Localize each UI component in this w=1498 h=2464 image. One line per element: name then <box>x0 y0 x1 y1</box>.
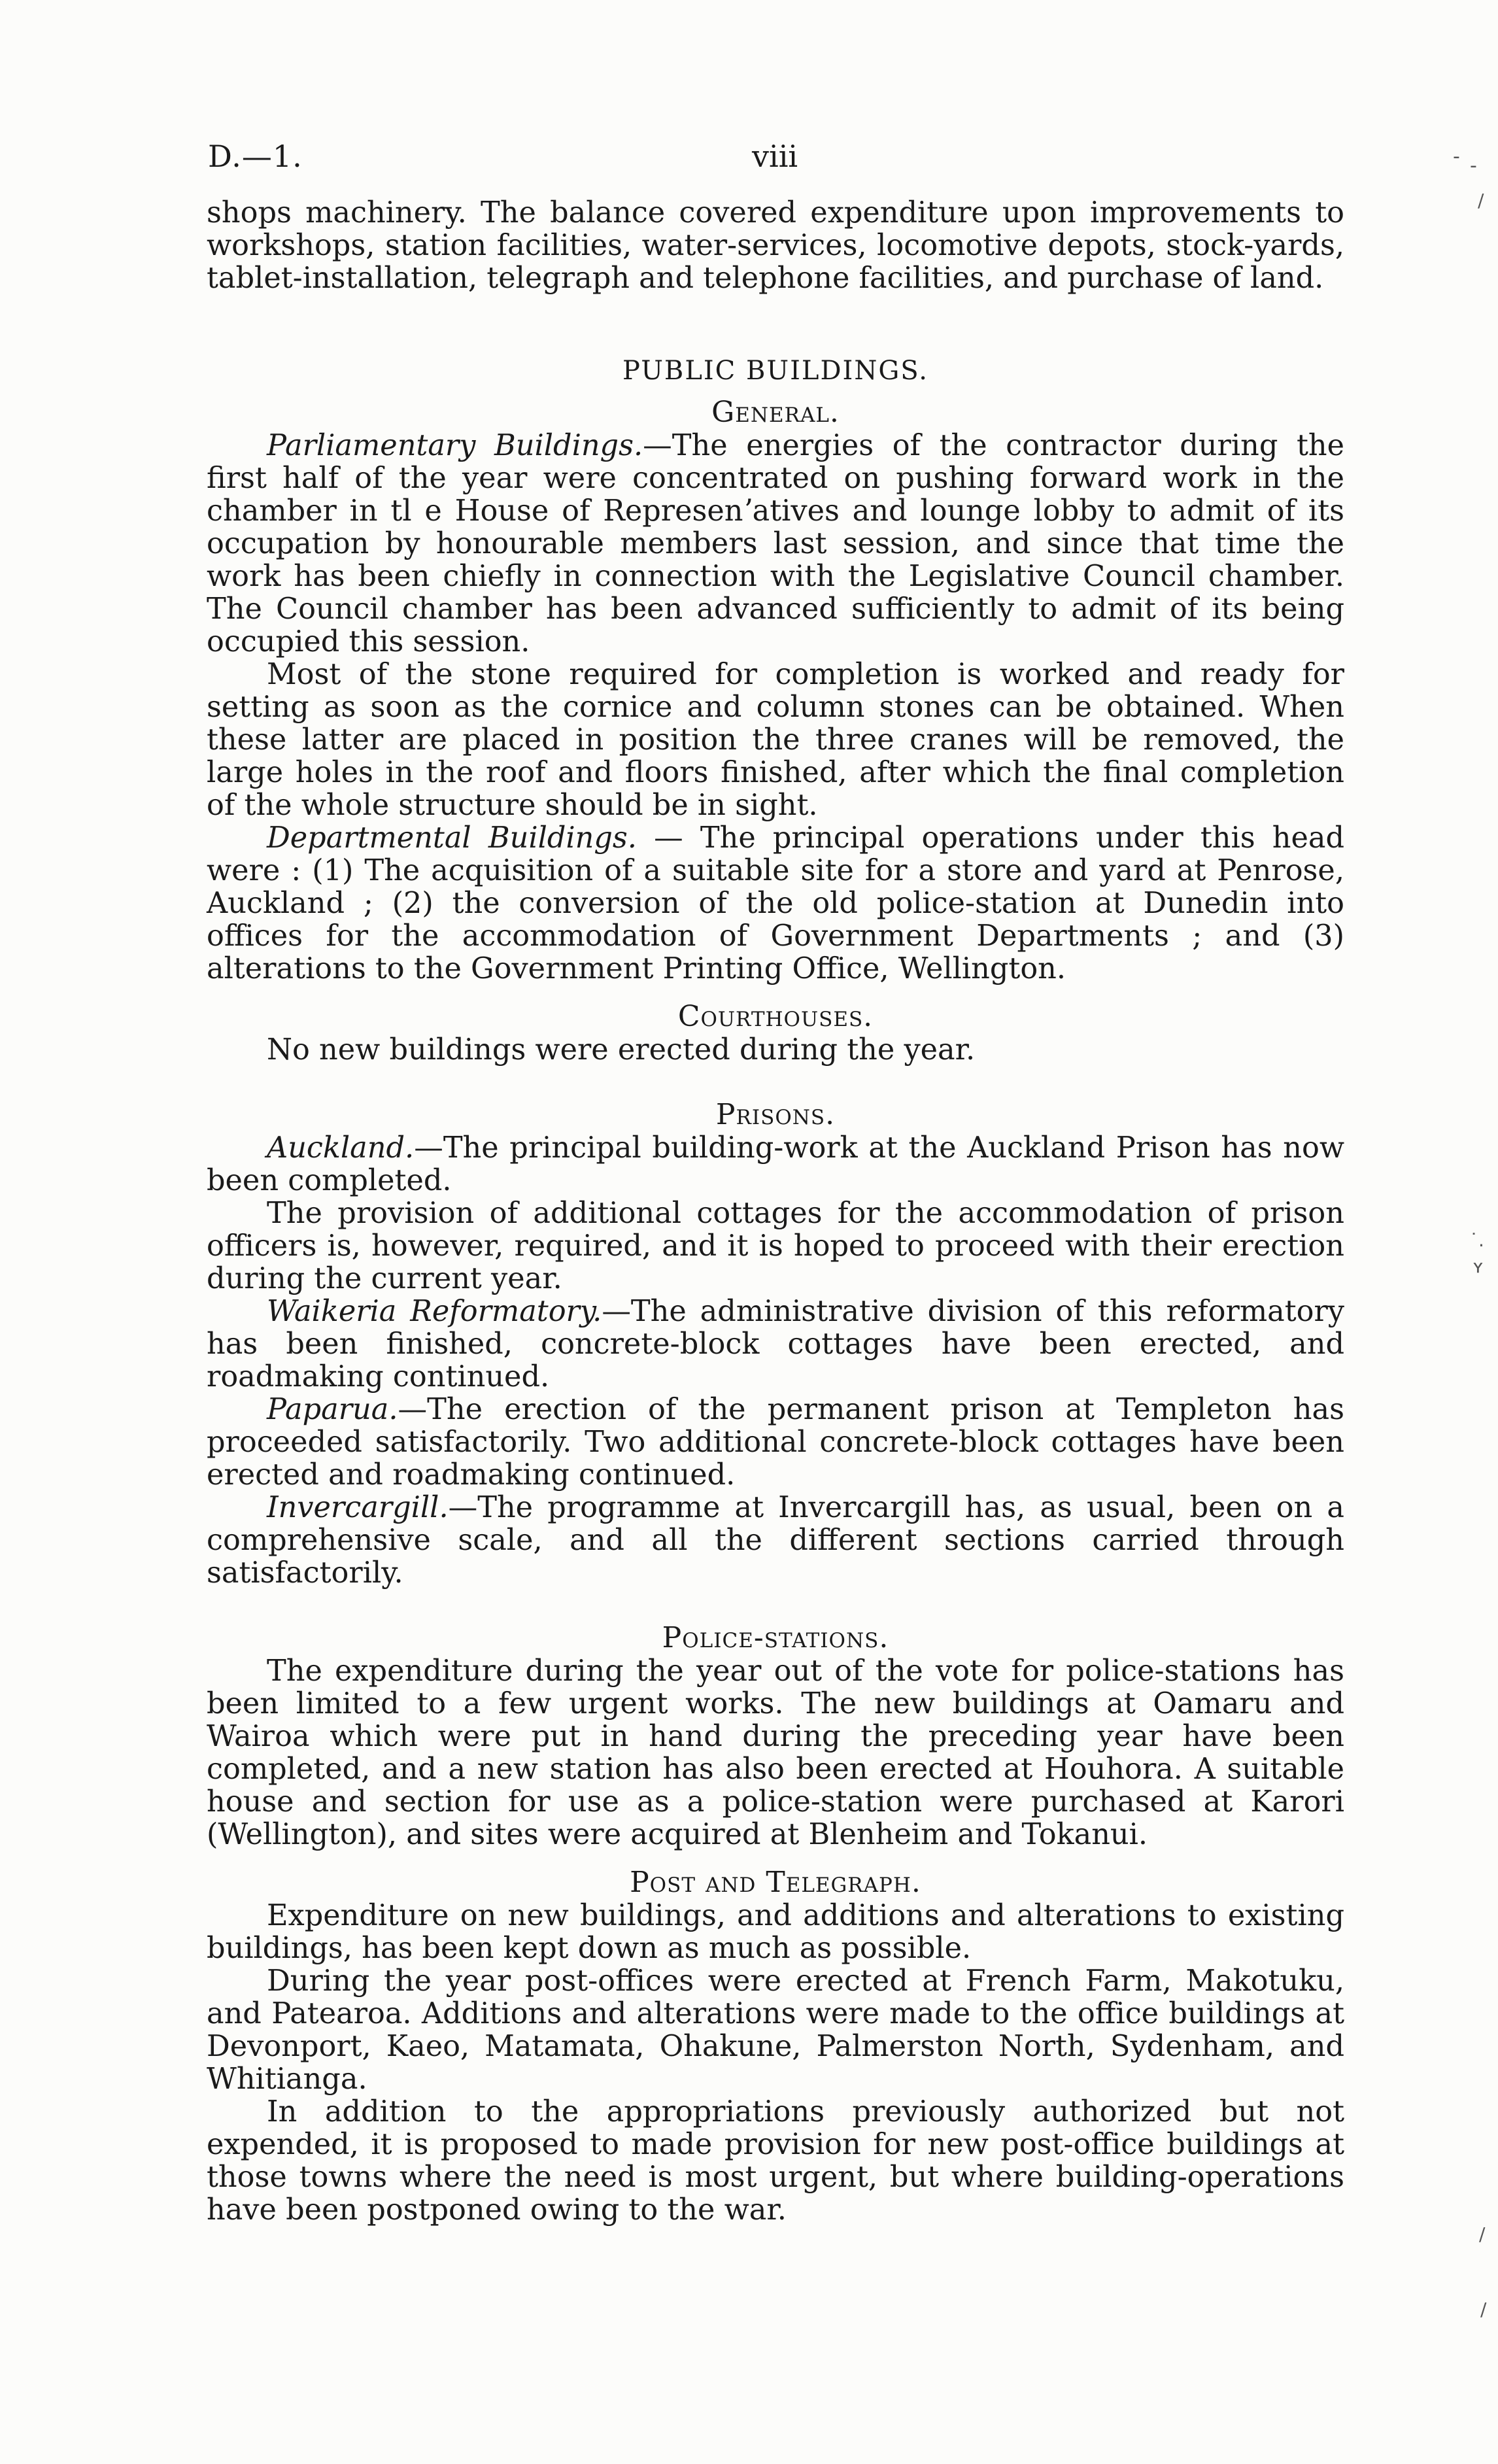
paragraph-courthouses: No new buildings were erected during the year. <box>267 1033 976 1067</box>
lead-departmental-buildings: Departmental Buildings. <box>267 821 637 855</box>
scan-mark: / <box>1479 2223 1486 2245</box>
paragraph-post-appropriations: In addition to the appropriations previously authorized but not expended, it is proposed to made provision for new post-office buildings at those towns where the need is most urgent, but where building-operations have been postponed owing to the war. <box>207 2095 1344 2227</box>
page-number: viii <box>752 139 798 174</box>
paragraph-auckland <box>207 1131 1344 1197</box>
section-heading-post-telegraph: Post and Telegraph. <box>630 1866 921 1899</box>
text-auckland: —The principal building-work at the Auckland Prison has now been completed. <box>207 1131 1344 1197</box>
text-departmental-buildings: — The principal operations under this head were : (1) The acquisition of a suitable site for a store and yard at Penrose, Auckland ; (2) the conversion of the old police-station at Dunedin into offices for the accommodation of Government Departments ; and (3) alterations to the Government Printing Office, Wellington. <box>207 821 1344 985</box>
paragraph-waikeria <box>207 1295 1344 1393</box>
paragraph-stone-completion: Most of the stone required for completion is worked and ready for setting as soon as the cornice and column stones can be obtained. When these latter are placed in position the three cranes will be removed, the large holes in the roof and floors finished, after which the final completion of the whole structure should be in sight. <box>207 657 1344 822</box>
scan-mark: ˙. <box>1469 1229 1484 1251</box>
text-parliamentary-buildings: —The energies of the contractor during the first half of the year were concentrated on pushing forward work in the chamber in tl e House of Represenʼatives and lounge lobby to admit of its occupation by honourable members last session, and since that time the work has been chiefly in connection with the Legislative Council chamber. The Council chamber has been advanced sufficiently to admit of its being occupied this session. <box>207 428 1344 659</box>
section-heading-courthouses: Courthouses. <box>677 1000 874 1033</box>
lead-paparua: Paparua. <box>267 1392 398 1426</box>
paragraph-post-offices-erected: During the year post-offices were erected at French Farm, Makotuku, and Patearoa. Additions and alterations were made to the office buildings at Devonport, Kaeo, Matamata, Ohakune, Palmerston North, Sydenham, and Whitianga. <box>207 1964 1344 2096</box>
scan-mark: / <box>1478 190 1484 211</box>
lead-waikeria: Waikeria Reformatory. <box>267 1294 602 1328</box>
subheading-general: General. <box>711 396 840 429</box>
lead-invercargill: Invercargill. <box>267 1490 449 1524</box>
intro-paragraph: shops machinery. The balance covered expenditure upon improvements to workshops, station facilities, water-services, locomotive depots, stock-yards, tablet-installation, telegraph and telephone facilities, and purchase of land. <box>207 196 1344 295</box>
paragraph-post-expenditure: Expenditure on new buildings, and additions and alterations to existing buildings, has been kept down as much as possible. <box>207 1898 1344 1965</box>
scan-mark: / <box>1480 2299 1487 2320</box>
scan-mark: - <box>1470 154 1477 177</box>
section-heading-public-buildings: PUBLIC BUILDINGS. <box>622 356 928 386</box>
text-invercargill: —The programme at Invercargill has, as usual, been on a comprehensive scale, and all the different sections carried through satisfactorily. <box>207 1490 1344 1590</box>
section-heading-police-stations: Police-stations. <box>662 1621 889 1654</box>
paragraph-invercargill <box>207 1491 1344 1589</box>
document-reference: D.—1. <box>208 139 303 174</box>
paragraph-departmental-buildings <box>207 821 1344 985</box>
paragraph-parliamentary-buildings <box>207 429 1344 658</box>
scan-mark: ʏ <box>1472 1256 1484 1277</box>
text-paparua: —The erection of the permanent prison at Templeton has proceeded satisfactorily. Two additional concrete-block cottages have been erected and roadmaking continued. <box>207 1392 1344 1492</box>
text-waikeria: —The administrative division of this reformatory has been finished, concrete-block cottages have been erected, and roadmaking continued. <box>207 1294 1344 1394</box>
paragraph-prison-cottages: The provision of additional cottages for the accommodation of prison officers is, however, required, and it is hoped to proceed with their erection during the current year. <box>207 1196 1344 1295</box>
paragraph-paparua <box>207 1393 1344 1491</box>
lead-parliamentary-buildings: Parliamentary Buildings. <box>267 428 643 462</box>
lead-auckland: Auckland. <box>267 1131 415 1165</box>
scan-mark: - <box>1453 145 1460 168</box>
section-heading-prisons: Prisons. <box>715 1098 836 1131</box>
document-body <box>207 196 1344 2226</box>
paragraph-police-stations: The expenditure during the year out of the vote for police-stations has been limited to a few urgent works. The new buildings at Oamaru and Wairoa which were put in hand during the preceding year have been completed, and a new station has also been erected at Houhora. A suitable house and section for use as a police-station were purchased at Karori (Wellington), and sites were acquired at Blenheim and Tokanui. <box>207 1654 1344 1851</box>
